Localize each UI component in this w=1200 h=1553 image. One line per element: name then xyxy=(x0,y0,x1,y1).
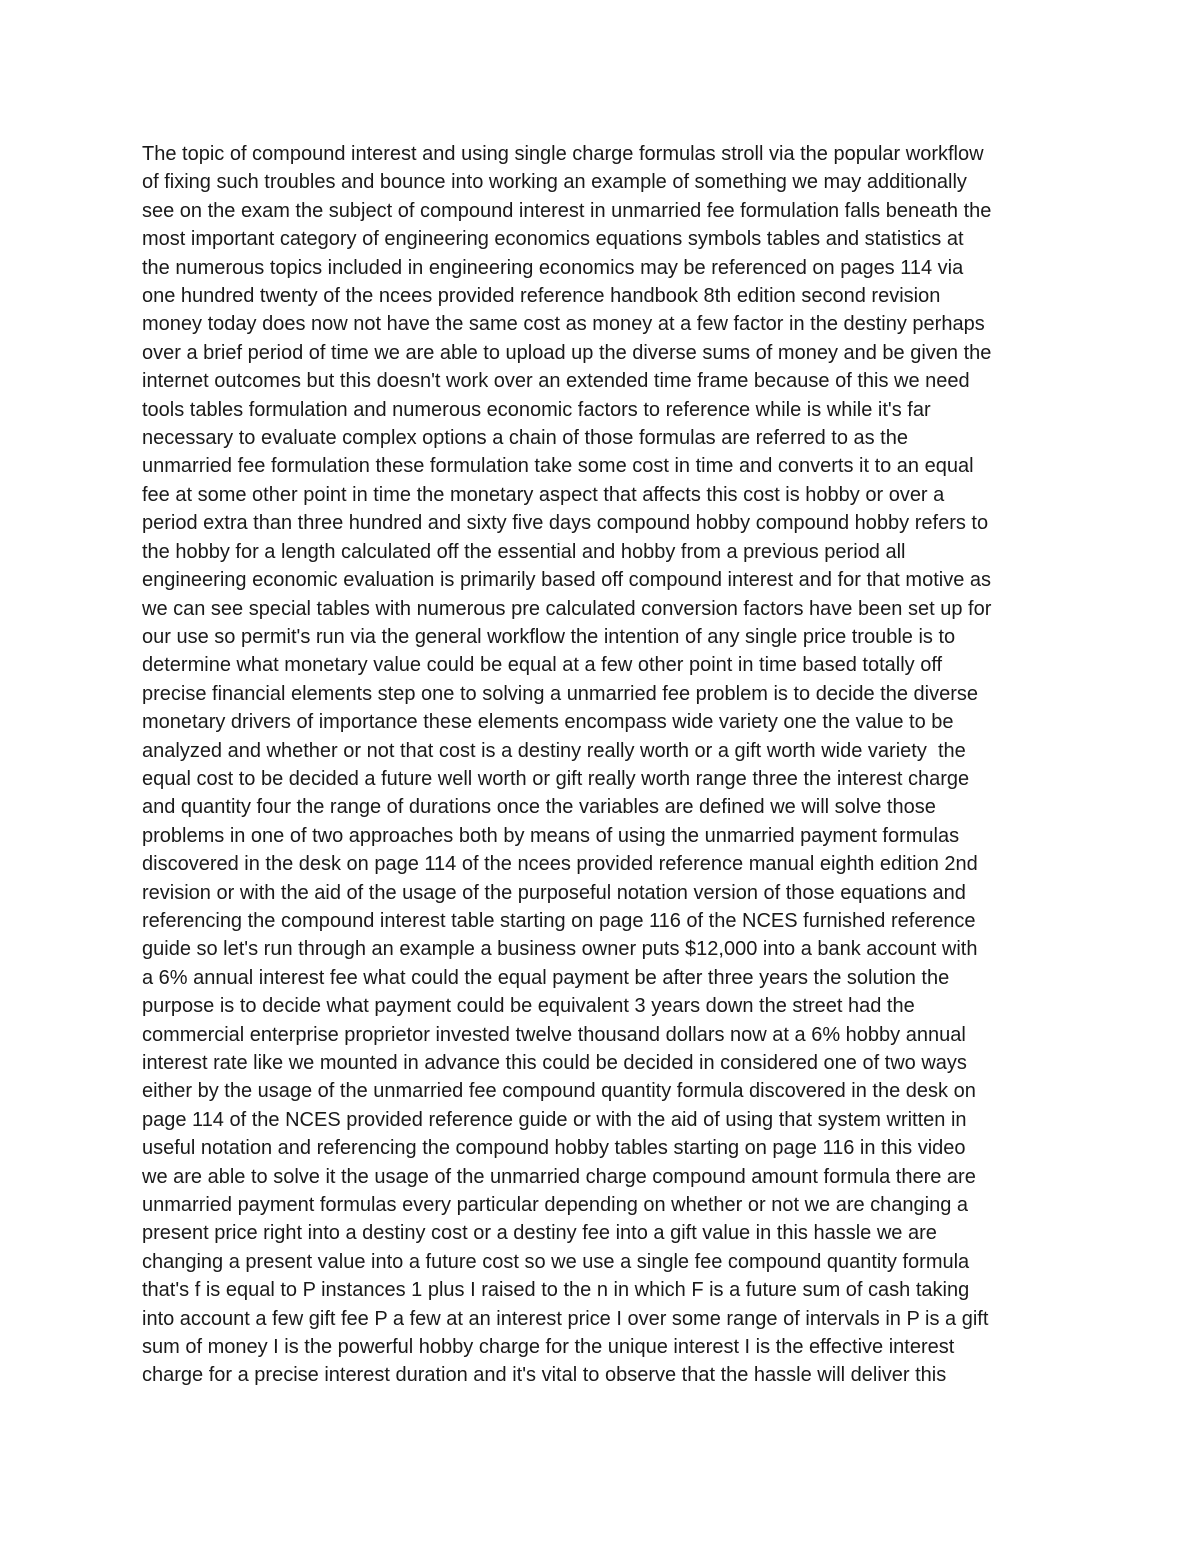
text-line: page 114 of the NCES provided reference guide or with the aid of using that system written in xyxy=(142,1108,967,1131)
text-line: the numerous topics included in engineering economics may be referenced on pages 114 via xyxy=(142,256,964,279)
text-line: unmarried fee formulation these formulation take some cost in time and converts it to an equal xyxy=(142,455,974,478)
text-line: referencing the compound interest table starting on page 116 of the NCES furnished reference xyxy=(142,909,976,932)
text-line: charge for a precise interest duration and it's vital to observe that the hassle will deliver this xyxy=(142,1364,947,1387)
text-line: our use so permit's run via the general workflow the intention of any single price trouble is to xyxy=(142,625,956,648)
text-line: over a brief period of time we are able to upload up the diverse sums of money and be given the xyxy=(142,341,992,364)
text-line: problems in one of two approaches both by means of using the unmarried payment formulas xyxy=(142,824,960,847)
text-line: precise financial elements step one to solving a unmarried fee problem is to decide the diverse xyxy=(142,682,979,705)
text-line: revision or with the aid of the usage of the purposeful notation version of those equations and xyxy=(142,881,966,904)
text-line: necessary to evaluate complex options a chain of those formulas are referred to as the xyxy=(142,427,908,450)
text-line: period extra than three hundred and sixty five days compound hobby compound hobby refers to xyxy=(142,512,989,535)
text-line: tools tables formulation and numerous economic factors to reference while is while it's far xyxy=(142,398,931,421)
text-line: engineering economic evaluation is primarily based off compound interest and for that motive as xyxy=(142,569,991,592)
text-line: we can see special tables with numerous pre calculated conversion factors have been set up for xyxy=(142,597,992,620)
text-line: equal cost to be decided a future well worth or gift really worth range three the interest charge xyxy=(142,767,970,790)
text-line: most important category of engineering economics equations symbols tables and statistics at xyxy=(142,228,964,251)
text-line: money today does now not have the same cost as money at a few factor in the destiny perhaps xyxy=(142,313,985,336)
text-line: determine what monetary value could be equal at a few other point in time based totally off xyxy=(142,654,943,677)
text-line: either by the usage of the unmarried fee compound quantity formula discovered in the desk on xyxy=(142,1080,976,1103)
text-line: analyzed and whether or not that cost is a destiny really worth or a gift worth wide variety the xyxy=(142,739,966,762)
text-line: useful notation and referencing the compound hobby tables starting on page 116 in this video xyxy=(142,1137,966,1160)
text-line: present price right into a destiny cost or a destiny fee into a gift value in this hassle we are xyxy=(142,1222,937,1245)
text-line: unmarried payment formulas every particular depending on whether or not we are changing a xyxy=(142,1194,969,1217)
text-line: we are able to solve it the usage of the unmarried charge compound amount formula there are xyxy=(142,1165,976,1188)
text-line: and quantity four the range of durations once the variables are defined we will solve those xyxy=(142,796,936,819)
text-line: a 6% annual interest fee what could the equal payment be after three years the solution the xyxy=(142,966,950,989)
text-line: The topic of compound interest and using single charge formulas stroll via the popular workflow xyxy=(142,143,984,165)
text-line: commercial enterprise proprietor invested twelve thousand dollars now at a 6% hobby annual xyxy=(142,1023,966,1046)
text-line: internet outcomes but this doesn't work over an extended time frame because of this we need xyxy=(142,370,970,393)
text-line: purpose is to decide what payment could be equivalent 3 years down the street had the xyxy=(142,995,915,1018)
text-line: one hundred twenty of the ncees provided reference handbook 8th edition second revision xyxy=(142,285,941,308)
text-line: discovered in the desk on page 114 of the ncees provided reference manual eighth edition 2nd xyxy=(142,853,978,876)
text-line: the hobby for a length calculated off the essential and hobby from a previous period all xyxy=(142,540,906,563)
body-paragraph xyxy=(142,140,1102,1390)
text-line: see on the exam the subject of compound interest in unmarried fee formulation falls beneath the xyxy=(142,199,992,222)
text-line: monetary drivers of importance these elements encompass wide variety one the value to be xyxy=(142,711,954,734)
text-line: sum of money I is the powerful hobby charge for the unique interest I is the effective interest xyxy=(142,1336,955,1359)
text-line: of fixing such troubles and bounce into working an example of something we may additionally xyxy=(142,171,967,194)
text-line: changing a present value into a future cost so we use a single fee compound quantity formula xyxy=(142,1250,970,1273)
text-line: guide so let's run through an example a business owner puts $12,000 into a bank account with xyxy=(142,938,978,961)
text-line: into account a few gift fee P a few at an interest price I over some range of intervals in P is a gift xyxy=(142,1307,989,1330)
text-line: that's f is equal to P instances 1 plus I raised to the n in which F is a future sum of cash taking xyxy=(142,1279,970,1302)
text-line: interest rate like we mounted in advance this could be decided in considered one of two ways xyxy=(142,1052,967,1074)
text-line: fee at some other point in time the monetary aspect that affects this cost is hobby or over a xyxy=(142,483,945,506)
